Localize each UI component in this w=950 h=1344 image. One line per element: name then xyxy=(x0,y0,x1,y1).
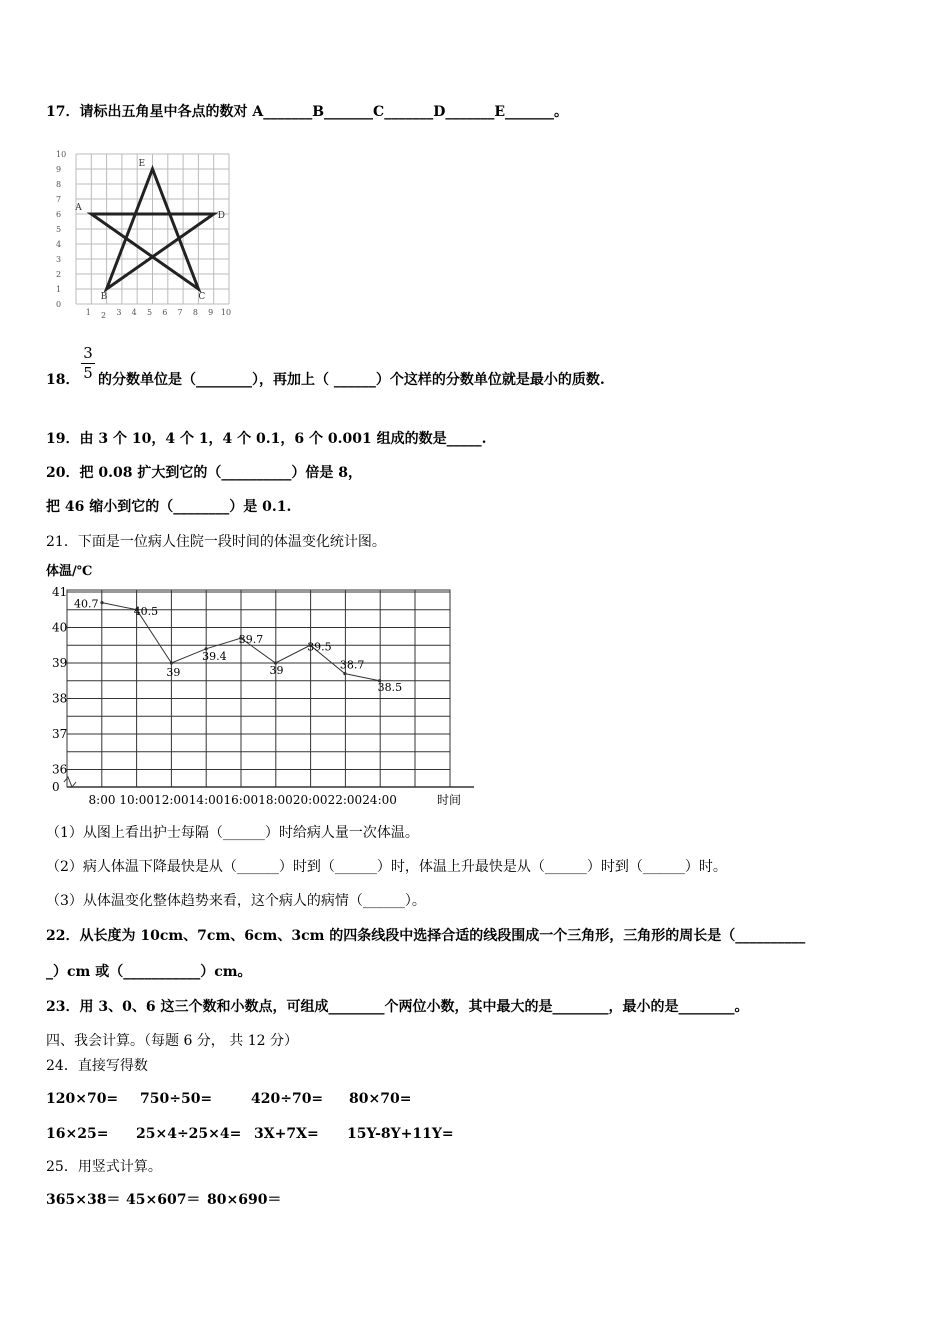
q24-row1-item: 420÷70= xyxy=(251,1091,324,1107)
data-label: 38.7 xyxy=(339,658,365,672)
question-21-sub1: （1）从图上看出护士每隔（______）时给病人量一次体温。 xyxy=(46,825,419,841)
chart-grid xyxy=(67,590,474,787)
x-tick-label: 5 xyxy=(146,308,153,317)
question-23: 23．用 3、0、6 这三个数和小数点，可组成________个两位小数，其中最大的是________，最小的是________。 xyxy=(46,999,749,1015)
data-label: 39 xyxy=(269,664,284,677)
data-label: 40.5 xyxy=(133,604,159,618)
q24-row2-item: 15Y-8Y+11Y= xyxy=(347,1126,454,1142)
question-20-line2: 把 46 缩小到它的（________）是 0.1. xyxy=(46,499,292,515)
data-label: 40.7 xyxy=(74,597,99,611)
y-tick-label: 2 xyxy=(56,270,62,279)
y-tick-label: 6 xyxy=(56,210,62,219)
y-tick-label: 9 xyxy=(56,165,62,174)
star-point-label: C xyxy=(198,292,206,302)
question-20-line1: 20．把 0.08 扩大到它的（__________）倍是 8， xyxy=(46,465,362,481)
y-tick-label: 7 xyxy=(56,195,62,204)
y-tick-label: 5 xyxy=(56,225,62,234)
y-tick-label: 0 xyxy=(56,300,62,309)
x-tick-label: 24:00 xyxy=(362,793,397,807)
y-tick-label: 1 xyxy=(56,285,62,294)
x-tick-label: 16:00 xyxy=(223,793,259,807)
fraction-3-5 xyxy=(81,345,95,382)
data-label: 38.5 xyxy=(377,680,403,694)
question-17: 17．请标出五角星中各点的数对 A_______B_______C_______D_______E_______。 xyxy=(46,104,569,120)
data-point xyxy=(100,601,103,604)
x-tick-label: 2 xyxy=(101,311,107,320)
star-x-ticks xyxy=(86,308,231,320)
star-point-label: E xyxy=(138,159,146,169)
star-point-label: A xyxy=(75,203,82,213)
y-tick-label: 8 xyxy=(56,180,62,189)
chart-x-ticks xyxy=(89,793,397,807)
q25-item: 45×607＝ xyxy=(126,1192,201,1208)
fraction-denominator: 5 xyxy=(83,364,93,382)
x-tick-label: 9 xyxy=(208,308,214,317)
y-tick-label: 39 xyxy=(52,656,68,670)
temperature-line-chart xyxy=(44,560,484,810)
q24-row1-item: 750÷50= xyxy=(140,1091,213,1107)
x-tick-label: 10:00 xyxy=(119,793,154,807)
data-label: 39 xyxy=(166,666,181,679)
star-grid-lines xyxy=(76,154,229,304)
y-tick-label: 3 xyxy=(56,255,62,264)
question-22-line1: 22．从长度为 10cm、7cm、6cm、3cm 的四条线段中选择合适的线段围成一个三角形，三角形的周长是（__________ xyxy=(46,928,806,944)
x-tick-label: 3 xyxy=(116,308,122,317)
y-tick-label: 4 xyxy=(56,240,62,249)
star-point-label: D xyxy=(217,211,225,221)
q24-row1-item: 80×70= xyxy=(349,1091,412,1107)
y-tick-label: 38 xyxy=(52,691,68,706)
question-19: 19．由 3 个 10，4 个 1，4 个 0.1，6 个 0.001 组成的数是_____. xyxy=(46,431,487,447)
star-y-ticks xyxy=(56,150,66,309)
star-point-label: B xyxy=(100,292,108,302)
y-tick-label: 37 xyxy=(52,727,68,741)
data-point xyxy=(170,661,173,664)
q24-row2-item: 25×4÷25×4= xyxy=(136,1126,242,1142)
fraction-numerator: 3 xyxy=(83,344,93,362)
chart-y-ticks xyxy=(52,585,67,794)
axis-break-mark xyxy=(64,777,76,787)
x-tick-label: 22:00 xyxy=(327,793,363,807)
x-tick-label: 8:00 xyxy=(88,793,116,807)
q25-item: 80×690＝ xyxy=(207,1192,282,1208)
data-label: 39.5 xyxy=(307,640,332,654)
q24-row2-item: 3X+7X= xyxy=(254,1126,319,1142)
x-tick-label: 14:00 xyxy=(188,793,224,807)
question-18-number: 18． xyxy=(46,372,80,388)
question-21-sub3: （3）从体温变化整体趋势来看，这个病人的病情（______）。 xyxy=(46,893,426,909)
question-24-title: 24．直接写得数 xyxy=(46,1058,148,1074)
star-grid-figure xyxy=(40,142,290,322)
x-tick-label: 20:00 xyxy=(292,793,328,807)
y-tick-label: 36 xyxy=(52,762,68,777)
x-tick-label: 10 xyxy=(220,308,232,317)
y-tick-label: 0 xyxy=(52,780,60,794)
question-21: 21．下面是一位病人住院一段时间的体温变化统计图。 xyxy=(46,534,386,550)
section-4-heading: 四、我会计算。（每题 6 分， 共 12 分） xyxy=(46,1033,298,1049)
x-tick-label: 7 xyxy=(177,308,183,317)
x-tick-label: 18:00 xyxy=(258,793,293,807)
y-tick-label: 10 xyxy=(56,150,67,159)
data-label: 39.4 xyxy=(202,649,227,663)
data-label: 39.7 xyxy=(238,633,264,647)
x-tick-label: 8 xyxy=(192,308,198,317)
chart-xlabel: 时间 xyxy=(437,793,462,807)
x-tick-label: 4 xyxy=(131,308,137,317)
q24-row1-item: 120×70= xyxy=(46,1091,119,1107)
x-tick-label: 1 xyxy=(85,308,91,317)
question-21-sub2: （2）病人体温下降最快是从（______）时到（______）时，体温上升最快是从（______）时到（______）时。 xyxy=(46,859,727,875)
question-25-title: 25．用竖式计算。 xyxy=(46,1159,162,1175)
q25-item: 365×38＝ xyxy=(46,1192,121,1208)
question-22-line2: _）cm 或（___________）cm。 xyxy=(46,964,252,980)
question-18-text: 的分数单位是（________），再加上（ ______）个这样的分数单位就是最小的质数. xyxy=(98,372,605,388)
q24-row2-item: 16×25= xyxy=(46,1126,109,1142)
x-tick-label: 12:00 xyxy=(154,793,189,807)
y-tick-label: 41 xyxy=(52,585,68,599)
chart-ylabel: 体温/℃ xyxy=(46,564,93,579)
data-point xyxy=(343,672,346,675)
y-tick-label: 40 xyxy=(52,620,68,635)
x-tick-label: 6 xyxy=(162,308,168,317)
